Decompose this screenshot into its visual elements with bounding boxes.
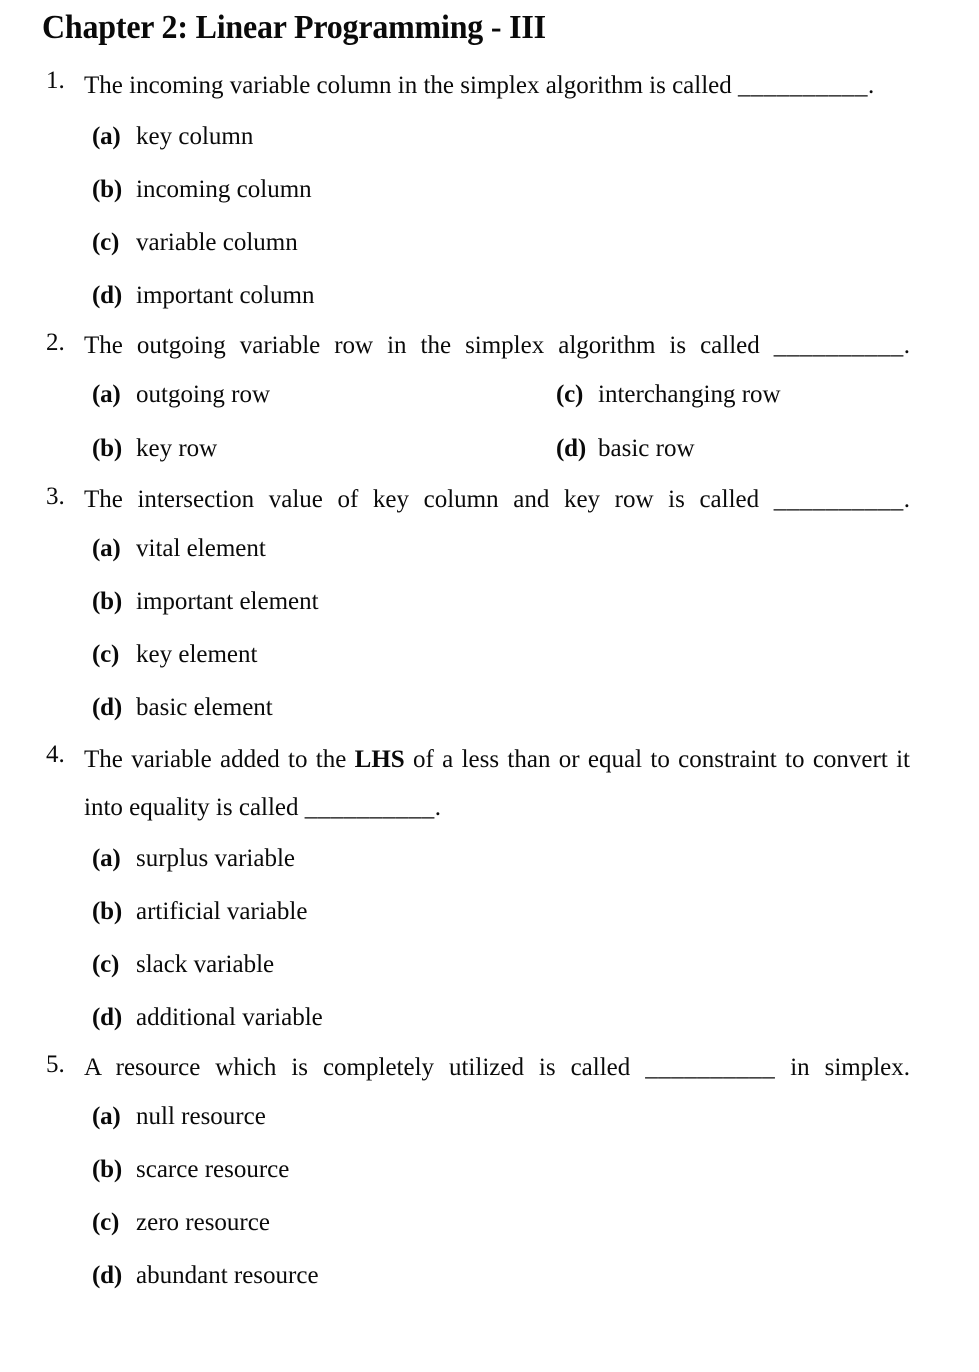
option-list [40,522,910,734]
option-label: (b) [92,435,122,462]
option-text: important element [136,588,319,615]
option-item[interactable] [40,938,910,991]
option-item[interactable] [548,422,910,476]
question-stem [84,1046,910,1090]
answer-blank: __________ [773,486,904,513]
option-item[interactable] [40,368,548,422]
option-label: (c) [556,381,584,408]
answer-blank: __________ [773,332,904,359]
option-text: slack variable [136,951,275,978]
answer-blank: __________ [645,1054,776,1081]
option-label: (a) [92,1103,121,1130]
option-text: vital element [136,535,266,562]
option-list [40,832,910,1044]
option-text: outgoing row [136,381,271,408]
option-item[interactable] [40,885,910,938]
option-text: abundant resource [136,1262,319,1289]
question-stem-suffix: . [434,794,442,821]
option-text: key column [136,123,254,150]
option-label: (a) [92,381,121,408]
option-item[interactable] [40,575,910,628]
question-number: 4. [46,741,65,768]
question-number: 3. [46,483,65,510]
question-stem-row [40,736,910,832]
option-list [40,110,910,322]
question-stem [84,736,910,832]
option-label: (c) [92,641,120,668]
question-stem-row [40,62,910,110]
question-stem-emphasis: LHS [354,746,405,773]
option-text: interchanging row [598,381,781,408]
question-stem-text: The intersection value of key column and key row is called [84,486,760,513]
question-stem-row [40,478,910,522]
option-label: (d) [92,1004,122,1031]
question-item [40,62,910,322]
option-text: artificial variable [136,898,308,925]
option-label: (d) [92,694,122,721]
option-item[interactable] [40,110,910,163]
option-label: (c) [92,951,120,978]
question-stem [84,62,910,110]
answer-blank: __________ [304,794,435,821]
option-label: (a) [92,123,121,150]
option-item[interactable] [40,163,910,216]
option-item[interactable] [40,991,910,1044]
option-item[interactable] [40,628,910,681]
question-item [40,324,910,476]
option-item[interactable] [40,1249,910,1302]
option-item[interactable] [40,681,910,734]
option-label: (a) [92,535,121,562]
option-item[interactable] [40,216,910,269]
option-text: scarce resource [136,1156,290,1183]
option-text: null resource [136,1103,266,1130]
option-item[interactable] [40,1143,910,1196]
question-number: 2. [46,329,65,356]
question-stem-row [40,1046,910,1090]
question-stem [84,324,910,368]
answer-blank: __________ [738,72,869,99]
option-text: surplus variable [136,845,295,872]
option-text: basic element [136,694,273,721]
option-item[interactable] [40,422,548,476]
question-stem-suffix: in simplex. [790,1054,911,1081]
question-stem-text: A resource which is completely utilized is called [84,1054,631,1081]
option-label: (d) [92,282,122,309]
option-text: variable column [136,229,298,256]
option-text: important column [136,282,315,309]
question-stem [84,478,910,522]
question-stem-text-cont: of a less than or equal to constraint to convert it into equality is called [84,746,911,821]
option-list [40,368,910,476]
page-title: Chapter 2: Linear Programming - III [42,9,546,46]
option-label: (a) [92,845,121,872]
option-text: zero resource [136,1209,270,1236]
option-label: (b) [92,176,122,203]
option-label: (b) [92,588,122,615]
option-text: key row [136,435,218,462]
option-text: key element [136,641,258,668]
option-item[interactable] [40,832,910,885]
question-item [40,478,910,734]
option-label: (c) [92,229,120,256]
option-text: incoming column [136,176,312,203]
option-text: additional variable [136,1004,323,1031]
question-number: 1. [46,67,65,94]
question-stem-text: The outgoing variable row in the simplex algorithm is called [84,332,760,359]
option-item[interactable] [40,1196,910,1249]
option-label: (c) [92,1209,120,1236]
question-item [40,736,910,1044]
option-item[interactable] [40,522,910,575]
option-label: (d) [556,435,586,462]
question-stem-suffix: . [903,486,911,513]
question-stem-text: The incoming variable column in the simplex algorithm is called [84,72,732,99]
option-item[interactable] [40,1090,910,1143]
option-list [40,1090,910,1302]
option-label: (b) [92,898,122,925]
question-item [40,1046,910,1302]
question-stem-suffix: . [903,332,911,359]
question-stem-row [40,324,910,368]
option-label: (b) [92,1156,122,1183]
option-item[interactable] [40,269,910,322]
question-stem-text: The variable added to the [84,746,347,773]
question-number: 5. [46,1051,65,1078]
option-text: basic row [598,435,695,462]
question-stem-suffix: . [868,72,875,99]
option-item[interactable] [548,368,910,422]
option-label: (d) [92,1262,122,1289]
